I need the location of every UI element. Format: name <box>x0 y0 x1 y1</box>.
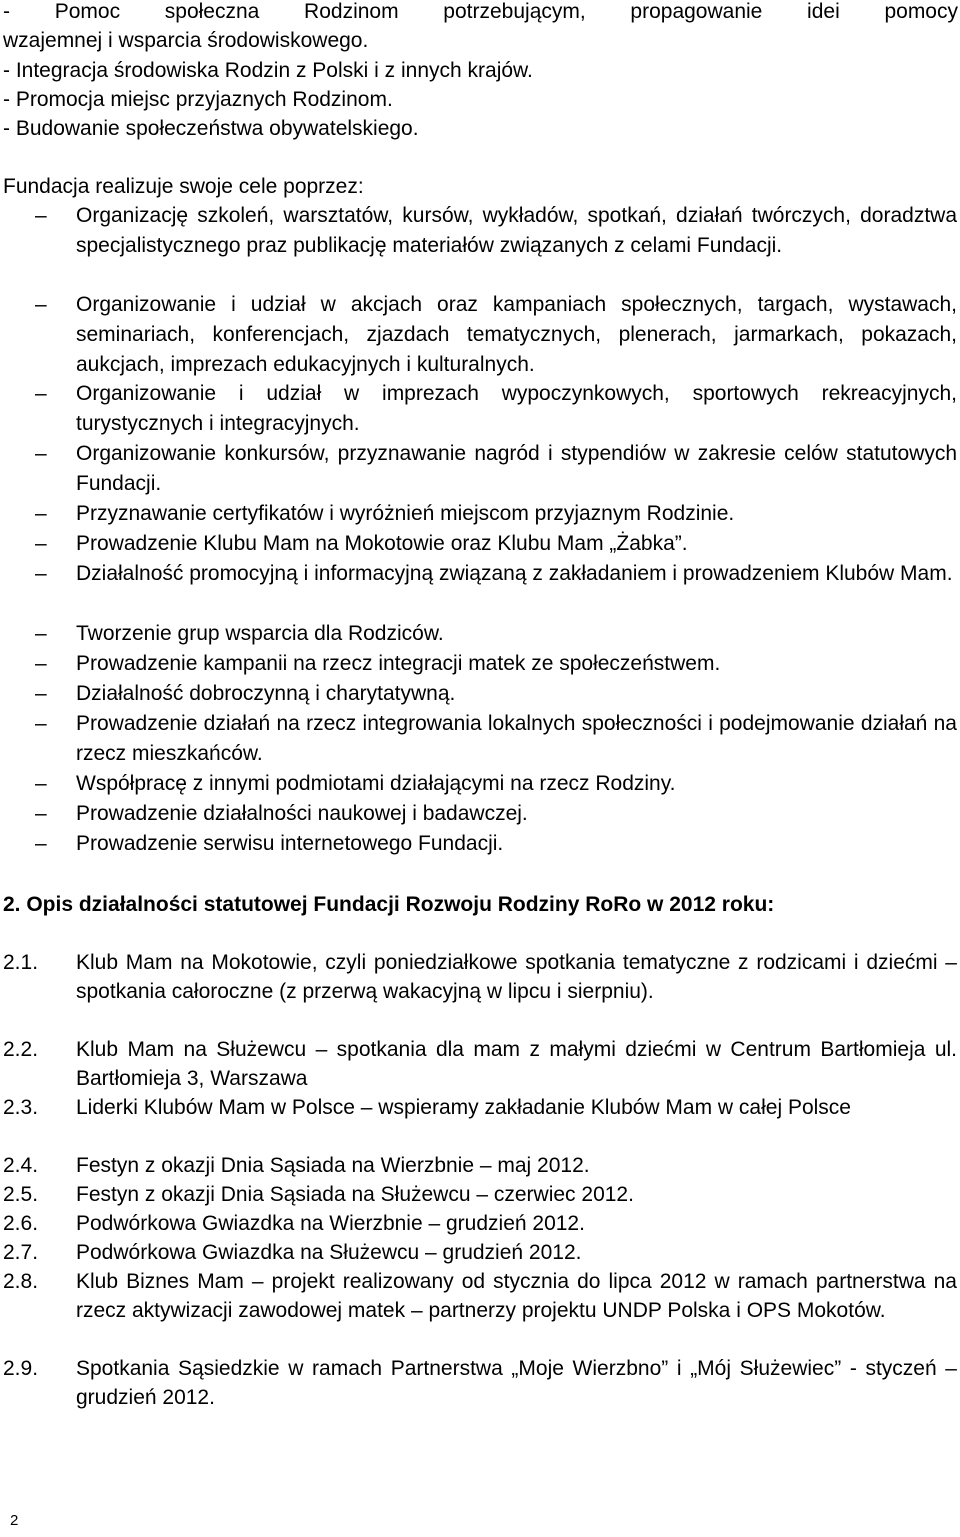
item-text: Spotkania Sąsiedzkie w ramach Partnerstwa „Moje Wierzbno” i „Mój Służewiec” - styczeń – grudzień 2012. <box>76 1357 957 1409</box>
list-item-text: Prowadzenie Klubu Mam na Mokotowie oraz Klubu Mam „Żabka”. <box>76 532 688 555</box>
list-item-text: Prowadzenie działań na rzecz integrowania lokalnych społeczności i podejmowanie działań na rzecz mieszkańców. <box>76 712 957 765</box>
intro-line: - Budowanie społeczeństwa obywatelskiego. <box>3 117 419 140</box>
item-number: 2.8. <box>3 1270 39 1293</box>
dash-bullet-icon: – <box>35 442 47 465</box>
dash-bullet-icon: – <box>35 772 47 795</box>
item-text: Festyn z okazji Dnia Sąsiada na Służewcu – czerwiec 2012. <box>76 1183 634 1206</box>
dash-bullet-icon: – <box>35 622 47 645</box>
item-text: Festyn z okazji Dnia Sąsiada na Wierzbnie – maj 2012. <box>76 1154 590 1177</box>
list-item-text: Organizowanie i udział w akcjach oraz kampaniach społecznych, targach, wystawach, seminariach, konferencjach, zjazdach tematycznych, plenerach, jarmarkach, pokazach, aukcjach, imprezach edukacyjnych i kulturalnych. <box>76 293 957 376</box>
item-text: Klub Mam na Służewcu – spotkania dla mam z małymi dziećmi w Centrum Bartłomieja ul. Bartłomieja 3, Warszawa <box>76 1038 957 1090</box>
list-item-text: Organizowanie konkursów, przyznawanie nagród i stypendiów w zakresie celów statutowych Fundacji. <box>76 442 957 495</box>
page-number: 2 <box>10 1512 19 1529</box>
item-number: 2.4. <box>3 1154 39 1177</box>
dash-bullet-icon: – <box>35 502 47 525</box>
intro-line: - Integracja środowiska Rodzin z Polski i z innych krajów. <box>3 59 533 82</box>
lead-paragraph: Fundacja realizuje swoje cele poprzez: <box>3 175 364 198</box>
item-number: 2.1. <box>3 951 39 974</box>
dash-bullet-icon: – <box>35 562 47 585</box>
list-item-text: Prowadzenie kampanii na rzecz integracji matek ze społeczeństwem. <box>76 652 721 675</box>
list-item-text: Działalność promocyjną i informacyjną związaną z zakładaniem i prowadzeniem Klubów Mam. <box>76 562 953 585</box>
list-item-text: Działalność dobroczynną i charytatywną. <box>76 682 456 705</box>
item-number: 2.3. <box>3 1096 39 1119</box>
item-text: Klub Biznes Mam – projekt realizowany od stycznia do lipca 2012 w ramach partnerstwa na rzecz aktywizacji zawodowej matek – partnerzy projektu UNDP Polska i OPS Mokotów. <box>76 1270 957 1322</box>
list-item-text: Prowadzenie serwisu internetowego Fundacji. <box>76 832 504 855</box>
dash-bullet-icon: – <box>35 802 47 825</box>
section-heading: 2. Opis działalności statutowej Fundacji Rozwoju Rodziny RoRo w 2012 roku: <box>3 893 775 916</box>
dash-bullet-icon: – <box>35 832 47 855</box>
dash-bullet-icon: – <box>35 532 47 555</box>
item-number: 2.9. <box>3 1357 39 1380</box>
item-text: Podwórkowa Gwiazdka na Służewcu – grudzień 2012. <box>76 1241 582 1264</box>
item-text: Liderki Klubów Mam w Polsce – wspieramy zakładanie Klubów Mam w całej Polsce <box>76 1096 851 1119</box>
list-item-text: Współpracę z innymi podmiotami działającymi na rzecz Rodziny. <box>76 772 676 795</box>
intro-line: - Pomoc społeczna Rodzinom potrzebującym, propagowanie idei pomocy <box>3 0 958 23</box>
dash-bullet-icon: – <box>35 682 47 705</box>
item-number: 2.2. <box>3 1038 39 1061</box>
intro-line: - Promocja miejsc przyjaznych Rodzinom. <box>3 88 393 111</box>
item-number: 2.7. <box>3 1241 39 1264</box>
dash-bullet-icon: – <box>35 293 47 316</box>
item-text: Podwórkowa Gwiazdka na Wierzbnie – grudzień 2012. <box>76 1212 585 1235</box>
item-number: 2.6. <box>3 1212 39 1235</box>
dash-bullet-icon: – <box>35 652 47 675</box>
list-item-text: Przyznawanie certyfikatów i wyróżnień miejscom przyjaznym Rodzinie. <box>76 502 735 525</box>
list-item-text: Organizowanie i udział w imprezach wypoczynkowych, sportowych rekreacyjnych, turystycznych i integracyjnych. <box>76 382 957 435</box>
item-number: 2.5. <box>3 1183 39 1206</box>
list-item-text: Organizację szkoleń, warsztatów, kursów, wykładów, spotkań, działań twórczych, doradztwa specjalistycznego praz publikację materiałów związanych z celami Fundacji. <box>76 204 957 257</box>
item-text: Klub Mam na Mokotowie, czyli poniedziałkowe spotkania tematyczne z rodzicami i dziećmi – spotkania całoroczne (z przerwą wakacyjną w lipcu i sierpniu). <box>76 951 957 1003</box>
dash-bullet-icon: – <box>35 382 47 405</box>
intro-line: wzajemnej i wsparcia środowiskowego. <box>3 29 369 52</box>
list-item-text: Prowadzenie działalności naukowej i badawczej. <box>76 802 528 825</box>
dash-bullet-icon: – <box>35 712 47 735</box>
dash-bullet-icon: – <box>35 204 47 227</box>
list-item-text: Tworzenie grup wsparcia dla Rodziców. <box>76 622 444 645</box>
